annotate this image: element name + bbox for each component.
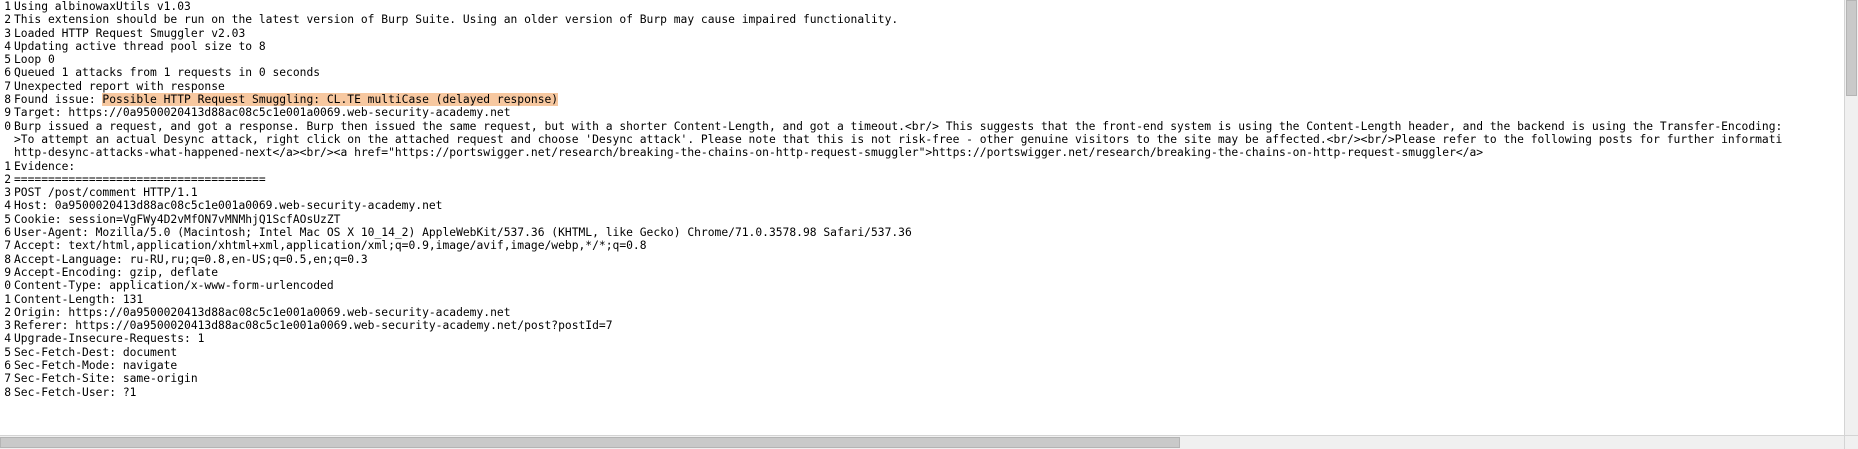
log-line-text: Burp issued a request, and got a response. Burp then issued the same request, but with a shorter Content-Length, and got a timeout.<br/> This suggests that the front-end system is using the Content-Length header, and the backend is using the Transfer-Encoding: — [14, 119, 1783, 133]
line-number: 9 — [4, 106, 11, 120]
log-line — [0, 359, 1844, 372]
log-line — [0, 372, 1844, 385]
log-line-text: Using albinowaxUtils v1.03 — [14, 0, 191, 13]
line-number: 1 — [4, 292, 11, 306]
log-line-text — [14, 93, 1844, 106]
log-line-text: Accept-Encoding: gzip, deflate — [14, 265, 219, 279]
log-line — [0, 332, 1844, 345]
log-line — [0, 120, 1844, 133]
log-line — [0, 346, 1844, 359]
line-number: 5 — [4, 53, 11, 67]
log-line-text: Host: 0a9500020413d88ac08c5c1e001a0069.web-security-academy.net — [14, 199, 443, 213]
line-number: 5 — [4, 345, 11, 359]
log-line — [0, 27, 1844, 40]
line-number: 6 — [4, 66, 11, 80]
log-line — [0, 253, 1844, 266]
line-number: 3 — [4, 319, 11, 333]
line-number: 3 — [4, 26, 11, 40]
log-line-text: Accept: text/html,application/xhtml+xml,application/xml;q=0.9,image/avif,image/webp,*/*;q=0.8 — [14, 239, 647, 253]
log-line — [0, 146, 1844, 159]
log-line-text: Queued 1 attacks from 1 requests in 0 seconds — [14, 66, 321, 80]
log-line — [0, 279, 1844, 292]
line-number: 8 — [4, 93, 11, 107]
log-line — [0, 0, 1844, 13]
log-line — [0, 13, 1844, 26]
log-line — [0, 319, 1844, 332]
line-number: 0 — [4, 279, 11, 293]
log-line-text: Sec-Fetch-Dest: document — [14, 345, 178, 359]
log-line — [0, 293, 1844, 306]
log-line — [0, 239, 1844, 252]
line-number: 8 — [4, 385, 11, 399]
line-number: 2 — [4, 172, 11, 186]
log-line — [0, 213, 1844, 226]
log-line — [0, 66, 1844, 79]
log-line — [0, 226, 1844, 239]
log-line — [0, 93, 1844, 106]
line-number: 9 — [4, 265, 11, 279]
log-line-text: POST /post/comment HTTP/1.1 — [14, 186, 198, 200]
log-line-text: Sec-Fetch-User: ?1 — [14, 385, 137, 399]
horizontal-scrollbar-thumb[interactable] — [0, 437, 1180, 448]
log-line — [0, 40, 1844, 53]
log-line — [0, 266, 1844, 279]
log-line — [0, 106, 1844, 119]
log-line — [0, 133, 1844, 146]
issue-highlight: Possible HTTP Request Smuggling: CL.TE multiCase (delayed response) — [102, 93, 559, 107]
log-line — [0, 53, 1844, 66]
log-line-text: Loop 0 — [14, 53, 55, 67]
log-line-text: Referer: https://0a9500020413d88ac08c5c1e001a0069.web-security-academy.net/post?postId=7 — [14, 319, 613, 333]
log-line-text: Sec-Fetch-Mode: navigate — [14, 359, 178, 373]
log-line-text: Unexpected report with response — [14, 79, 225, 93]
line-number: 3 — [4, 186, 11, 200]
line-number: 6 — [4, 359, 11, 373]
line-number: 7 — [4, 239, 11, 253]
log-line — [0, 173, 1844, 186]
log-line-text: Origin: https://0a9500020413d88ac08c5c1e001a0069.web-security-academy.net — [14, 305, 511, 319]
log-line — [0, 186, 1844, 199]
log-line-text: Sec-Fetch-Site: same-origin — [14, 372, 198, 386]
log-line-text: Upgrade-Insecure-Requests: 1 — [14, 332, 205, 346]
log-line — [0, 160, 1844, 173]
log-line-text: Loaded HTTP Request Smuggler v2.03 — [14, 26, 246, 40]
line-number: 8 — [4, 252, 11, 266]
log-line-text: Evidence: — [14, 159, 76, 173]
horizontal-scrollbar[interactable] — [0, 435, 1844, 449]
line-number: 4 — [4, 332, 11, 346]
log-line — [0, 306, 1844, 319]
vertical-scrollbar[interactable] — [1844, 0, 1858, 435]
log-line — [0, 386, 1844, 399]
log-line — [0, 199, 1844, 212]
log-line-text: Accept-Language: ru-RU,ru;q=0.8,en-US;q=0.5,en;q=0.3 — [14, 252, 368, 266]
log-line-prefix: Found issue: — [14, 93, 103, 107]
log-line-text: Content-Type: application/x-www-form-urlencoded — [14, 279, 334, 293]
log-line-text: Target: https://0a9500020413d88ac08c5c1e001a0069.web-security-academy.net — [14, 106, 511, 120]
log-line-text: Cookie: session=VgFWy4D2vMfON7vMNMhjQ1ScfAOsUzZT — [14, 212, 341, 226]
log-line-text: Updating active thread pool size to 8 — [14, 39, 266, 53]
line-number: 6 — [4, 226, 11, 240]
line-number: 0 — [4, 119, 11, 133]
line-number: 5 — [4, 212, 11, 226]
line-number: 7 — [4, 79, 11, 93]
vertical-scrollbar-thumb[interactable] — [1846, 0, 1857, 96]
line-number: 7 — [4, 372, 11, 386]
log-line-text: >To attempt an actual Desync attack, right click on the attached request and choose 'Desync attack'. Please note that this is not risk-free - other genuine visitors to the site may be affected.<br/><br/>Please refer to the following posts for further informati — [14, 132, 1783, 146]
line-number: 4 — [4, 39, 11, 53]
line-number: 4 — [4, 199, 11, 213]
log-line-text: ===================================== — [14, 172, 266, 186]
log-line-text: User-Agent: Mozilla/5.0 (Macintosh; Intel Mac OS X 10_14_2) AppleWebKit/537.36 (KHTML, like Gecko) Chrome/71.0.3578.98 Safari/537.36 — [14, 226, 912, 240]
log-line-text: This extension should be run on the latest version of Burp Suite. Using an older version of Burp may cause impaired functionality. — [14, 13, 899, 27]
line-number: 1 — [4, 0, 11, 13]
log-line-text: Content-Length: 131 — [14, 292, 144, 306]
line-number: 1 — [4, 159, 11, 173]
line-number: 2 — [4, 13, 11, 27]
scrollbar-corner — [1844, 435, 1858, 449]
log-line — [0, 80, 1844, 93]
line-number: 2 — [4, 305, 11, 319]
log-line-text: http-desync-attacks-what-happened-next</a><br/><a href="https://portswigger.net/research/breaking-the-chains-on-http-request-smuggler">https://portswigger.net/research/breaking-the-chains-on-http-request-smuggler</a> — [14, 146, 1484, 160]
